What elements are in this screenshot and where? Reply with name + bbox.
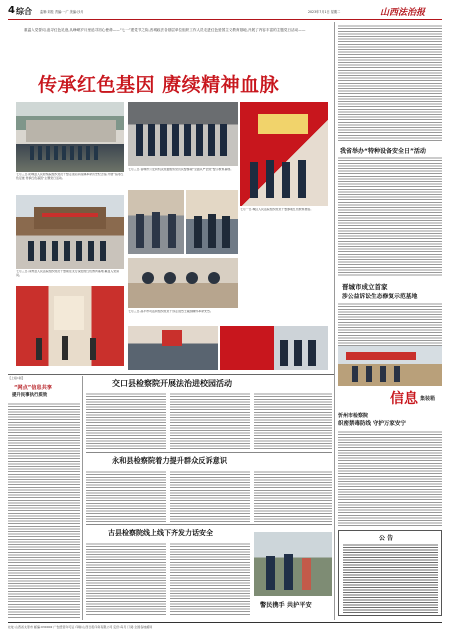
story-c-body-1: [86, 542, 166, 616]
story-b-rule: [86, 524, 332, 525]
photo-police-community: [254, 532, 332, 596]
left-story-body: [8, 402, 80, 618]
info-subbrand: 集装箱: [420, 396, 436, 402]
photo-police-line: [128, 102, 238, 166]
photo-outdoor-oath-drawing: [16, 102, 124, 172]
photo-exhibition-drawing: [16, 286, 124, 366]
page-number: 4: [8, 5, 15, 16]
story-a-rule: [86, 452, 332, 453]
story-d-title: 警民携手 共护平安: [260, 602, 312, 609]
story-b-body-1: [86, 470, 166, 522]
footer-text: 社址:山西省太原市 邮编:030002 广告经营许可证 印刷:山西日报印务有限公司 定价:每月 订阅:全国各地邮局: [8, 625, 153, 629]
story-b-body-3: [254, 470, 332, 522]
photo-flag-oath: [220, 326, 328, 370]
photo-visitors-b-drawing: [186, 190, 238, 254]
continued-tag: 【上接1版】: [8, 376, 25, 380]
photo-building-drawing: [16, 195, 124, 269]
feature-intro: 重温入党誓词,追寻红色足迹,从峥嵘岁月里追寻初心使命——“七一”建党节之际,晋城政法各基层单位组织工作人员走进红色爱国主义教育基地,开展了内容丰富的主题党日活动——: [24, 28, 306, 32]
story-b-body-2: [170, 470, 250, 522]
notice1-body: [338, 430, 442, 526]
photo-police-community-drawing: [254, 532, 332, 596]
story-b-title: 永和县检察院着力提升群众反诉意识: [112, 456, 228, 465]
story-a-body-2: [170, 392, 250, 450]
story2-title: 晋城市成立首家: [342, 283, 388, 291]
photo-building-group: [16, 195, 124, 269]
caption-a: 七月三日,阳城县人民检察院组织党员干警走进沁河流域革命历史纪念馆,开展“追寻红色足迹 传承红色基因”主题党日活动。: [16, 173, 124, 180]
feature-section: [8, 22, 330, 372]
photo-outdoor-oath: [16, 102, 124, 172]
story-a-title: 交口县检察院开展法治进校园活动: [112, 379, 232, 388]
caption-d: 七月一日,城区人民法院组织党员干警参观红色教育展馆。: [240, 208, 314, 211]
photo-exhibition: [16, 286, 124, 366]
bottom-left-column: [8, 376, 80, 620]
photo-meeting: [128, 258, 238, 308]
story1-body: [338, 156, 442, 276]
info-box: [390, 388, 442, 408]
photo-flag-oath-drawing: [220, 326, 328, 370]
story-c-body-2: [170, 542, 250, 616]
editor-credits: 监制:刘桂 责编:一广 美编:沙月: [40, 10, 84, 14]
caption-e: 七月三日,高平市司法局组织党员干部走进烈士陵园缅怀革命先烈。: [128, 310, 213, 313]
left-story-title: “网点”信息共享: [14, 385, 52, 391]
photo-oath-wall: [240, 102, 328, 206]
paper-name-logo: 山西法治报: [380, 8, 426, 18]
photo-info-rally: [338, 346, 442, 386]
caption-b: 七月三日,泽州县人民法院组织党员干警前往太行深处的红色教育基地,重温入党誓词。: [16, 270, 120, 277]
caption-c: 七月三日,晋城市公安局机关党委组织党员民警参观“全面从严治党”警示教育基地。: [128, 168, 234, 171]
page-header: [8, 5, 442, 18]
photo-oath-wall-drawing: [240, 102, 328, 206]
header-rule: [8, 19, 442, 20]
photo-visitors-a-drawing: [128, 190, 184, 254]
story-a-body-1: [86, 392, 166, 450]
photo-info-rally-drawing: [338, 346, 442, 386]
issue-date: 2023年7月1日 星期二: [308, 10, 341, 14]
footer-rule: [8, 622, 442, 623]
story-c-title: 古县检察院线上线下齐发力话安全: [108, 529, 213, 537]
info-brand: 信息: [390, 391, 418, 407]
right-top-body-text: [338, 24, 442, 142]
bottom-center: [86, 376, 332, 620]
bottom-right-column: [338, 346, 442, 620]
section-name: 综合: [16, 7, 32, 16]
photo-memorial-drawing: [128, 326, 218, 370]
story-a-body-3: [254, 392, 332, 450]
gonggao-title: 公 告: [379, 535, 394, 542]
photo-visitors-b: [186, 190, 238, 254]
column-divider: [334, 22, 335, 620]
photo-police-line-drawing: [128, 102, 238, 166]
mid-rule: [8, 374, 334, 375]
photo-meeting-drawing: [128, 258, 238, 308]
story2-subtitle: 涉公益诉讼生态修复示范基地: [342, 294, 418, 300]
notice1-subtitle: 织密禁毒防线 守护万家安宁: [338, 421, 406, 427]
photo-memorial: [128, 326, 218, 370]
story1-title: 我省举办“特种设备安全日”活动: [340, 148, 426, 155]
gonggao-box: [338, 530, 442, 616]
feature-title: 传承红色基因 赓续精神血脉: [38, 74, 280, 96]
photo-visitors-a: [128, 190, 184, 254]
notice1-title: 忻州市检察院: [338, 413, 369, 419]
left-story-subtitle: 提升民事执行质效: [12, 393, 48, 398]
bottom-divider-1: [82, 376, 83, 620]
gonggao-body: [343, 543, 438, 613]
